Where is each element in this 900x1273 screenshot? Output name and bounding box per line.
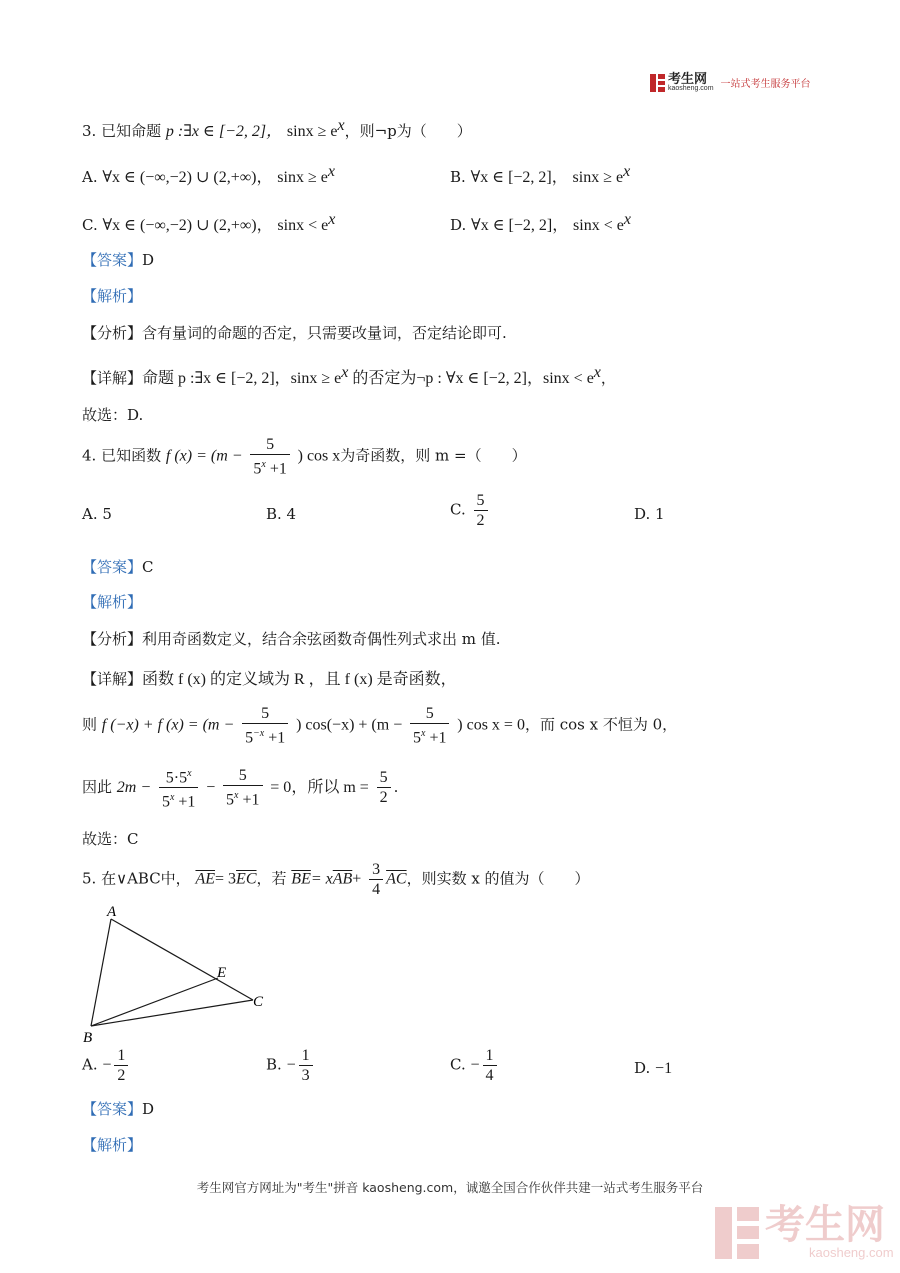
- triangle-figure: [75, 898, 280, 1048]
- q5-analysis-heading: 【解析】: [82, 1136, 143, 1154]
- q3-option-d: D. ∀x ∈ [−2, 2]， $\sin x < e^x$: [450, 211, 631, 234]
- q4-option-d: D. 1: [634, 505, 665, 523]
- watermark: [715, 1205, 894, 1260]
- page-footer: 考生网官方网址为"考生"拼音 kaosheng.com，诚邀全国合作伙伴共建一站式考生服务平台: [196, 1180, 704, 1195]
- q4-analysis-heading: 【解析】: [82, 593, 143, 611]
- q4-detail: 【详解】函数 f (x) 的定义域为 R ，且 f (x) 是奇函数，: [82, 670, 457, 688]
- logo-mark-icon: [650, 74, 665, 92]
- logo-name: 考生网: [668, 71, 708, 86]
- q4-equation: 则 f (−x) + f (x) = (m − $\frac{5}{5^{-x} +1}$ ) cos(−x) + (m − $\frac{5}{5^x +1}$ ) cos x = 0，而 cos x 不恒为 0，: [82, 705, 678, 747]
- logo-domain: kaosheng.com: [668, 85, 714, 92]
- q4-therefore: 因此 2m − $\frac{5\cdot 5^x}{5^x +1}$ − $\frac{5}{5^x +1}$ = 0，所以 m = $\frac{5}{2}$ .: [82, 764, 398, 812]
- q4-choose: 故选：C: [82, 830, 139, 848]
- q4-option-a: A. 5: [82, 505, 112, 523]
- segment-be: [91, 978, 218, 1026]
- q5-option-b: B. − $\frac{1}{3}$: [266, 1046, 316, 1085]
- watermark-domain: kaosheng.com: [809, 1245, 894, 1260]
- q3-option-a: A. ∀x ∈ (−∞,−2) ∪ (2,+∞)， $\sin x \ge e^x$: [82, 163, 335, 186]
- q4-option-b: B. 4: [266, 505, 297, 523]
- vertex-label-a: A: [107, 904, 117, 920]
- edge-bc: [91, 1000, 253, 1026]
- q4-fenxi: 【分析】利用奇函数定义，结合余弦函数奇偶性列式求出 m 值.: [82, 630, 501, 648]
- q3-option-c: C. ∀x ∈ (−∞,−2) ∪ (2,+∞)， $\sin x < e^x$: [82, 211, 336, 234]
- edge-ac: [111, 919, 253, 1000]
- edge-ab: [91, 919, 111, 1026]
- q4-option-c: C. $\frac{5}{2}$: [450, 491, 491, 530]
- q4-answer: 【答案】C: [82, 558, 154, 576]
- q3-stem: 3. 已知命题 p :∃x ∈ [−2, 2]， $\sin x \ge e^x$，则¬p为（ ）: [82, 117, 472, 140]
- vertex-label-b: B: [83, 1030, 93, 1046]
- watermark-text: 考生网: [765, 1203, 885, 1247]
- q5-option-a: A. − $\frac{1}{2}$: [82, 1046, 131, 1085]
- q5-option-d: D. −1: [634, 1059, 673, 1077]
- q3-answer: 【答案】D: [82, 251, 155, 269]
- q3-analysis-heading: 【解析】: [82, 287, 143, 305]
- point-label-e: E: [217, 965, 227, 981]
- q3-fenxi: 【分析】含有量词的命题的否定，只需要改量词，否定结论即可.: [82, 324, 507, 342]
- q3-detail: 【详解】命题 p :∃x ∈ [−2, 2]，$\sin x \ge e^x$ 的否定为¬p : ∀x ∈ [−2, 2]，$\sin x < e^x$，: [82, 364, 616, 387]
- q3-choose: 故选：D.: [82, 406, 144, 424]
- q3-option-b: B. ∀x ∈ [−2, 2]， $\sin x \ge e^x$: [450, 163, 631, 186]
- q5-option-c: C. − $\frac{1}{4}$: [450, 1046, 500, 1085]
- q5-stem: 5. 在∨ABC中， $\overline{AE}= 3\overline{EC}$，若 $\overline{BE}= x\overline{AB}+$ $\frac{3}{4}$ $\overline{AC}$，则实数 x 的值为（ ）: [82, 861, 590, 898]
- vertex-label-c: C: [253, 994, 264, 1010]
- watermark-logo-icon: [715, 1207, 759, 1259]
- header-logo: [650, 72, 811, 93]
- logo-slogan: 一站式考生服务平台: [720, 79, 811, 90]
- q4-stem: 4. 已知函数 f (x) = (m − $\frac{5}{5^x +1}$ ) cos x为奇函数，则 m =（ ）: [82, 436, 527, 478]
- q5-answer: 【答案】D: [82, 1100, 155, 1118]
